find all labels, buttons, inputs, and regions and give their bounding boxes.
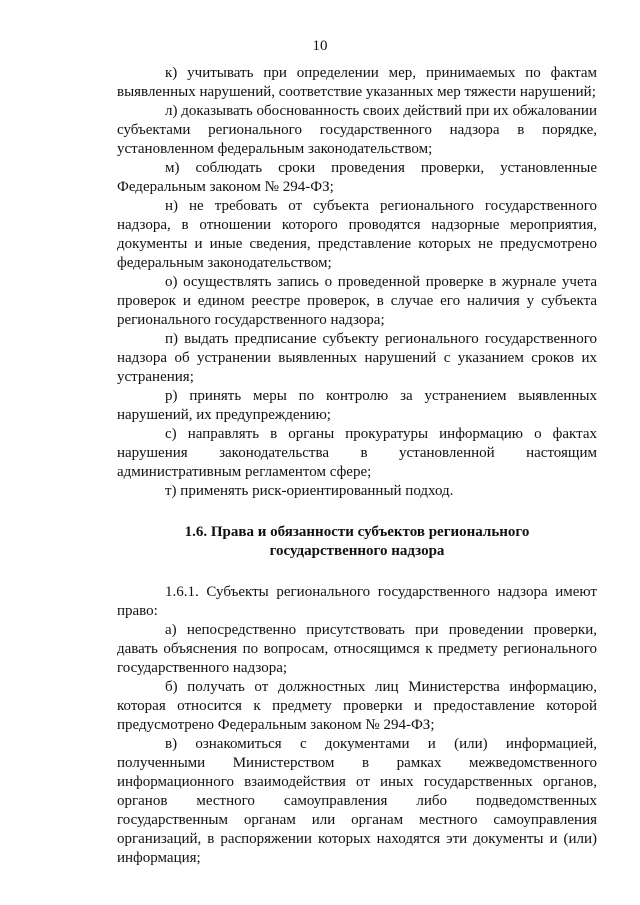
paragraph-1-6-1: 1.6.1. Субъекты регионального государственного надзора имеют право: <box>117 584 597 619</box>
section-heading-line2: государственного надзора <box>269 543 445 559</box>
paragraph-a: а) непосредственно присутствовать при проведении проверки, давать объяснения по вопросам, относящимся к предмету регионального государственного надзора; <box>117 622 597 676</box>
paragraph-v: в) ознакомиться с документами и (или) информацией, полученными Министерством в рамках межведомственного информационного взаимодействия от иных государственных органов, органов местного самоуправления либо подведомственных государственным органам или органам местного самоуправления организаций, в распоряжении которых находятся эти документы и (или) информация; <box>117 736 597 866</box>
paragraph-m: м) соблюдать сроки проведения проверки, установленные Федеральным законом № 294-ФЗ; <box>117 160 597 195</box>
paragraph-t: т) применять риск-ориентированный подход. <box>165 483 454 499</box>
paragraph-s: с) направлять в органы прокуратуры информацию о фактах нарушения законодательства в установленной настоящим административным регламентом сфере; <box>117 426 597 480</box>
paragraph-n: н) не требовать от субъекта регионального государственного надзора, в отношении которого проводятся надзорные мероприятия, документы и иные сведения, представление которых не предусмотрено федеральным законодательством; <box>117 198 597 271</box>
document-body <box>117 64 597 868</box>
paragraph-r: р) принять меры по контролю за устранением выявленных нарушений, их предупреждению; <box>117 388 597 423</box>
paragraph-o: о) осуществлять запись о проведенной проверке в журнале учета проверок и едином реестре проверок, в случае его наличия у субъекта регионального государственного надзора; <box>117 274 597 328</box>
paragraph-k: к) учитывать при определении мер, принимаемых по фактам выявленных нарушений, соответствие указанных мер тяжести нарушений; <box>117 65 597 100</box>
paragraph-p: п) выдать предписание субъекту регионального государственного надзора об устранении выявленных нарушений с указанием сроков их устранения; <box>117 331 597 385</box>
paragraph-l: л) доказывать обоснованность своих действий при их обжаловании субъектами регионального государственного надзора в порядке, установленном федеральным законодательством; <box>117 103 597 157</box>
section-heading-line1: 1.6. Права и обязанности субъектов регионального <box>184 524 530 540</box>
page-number: 10 <box>312 38 328 54</box>
paragraph-b: б) получать от должностных лиц Министерства информацию, которая относится к предмету проверки и предоставление которой предусмотрено Федеральным законом № 294-ФЗ; <box>117 679 597 733</box>
section-heading <box>117 523 597 561</box>
